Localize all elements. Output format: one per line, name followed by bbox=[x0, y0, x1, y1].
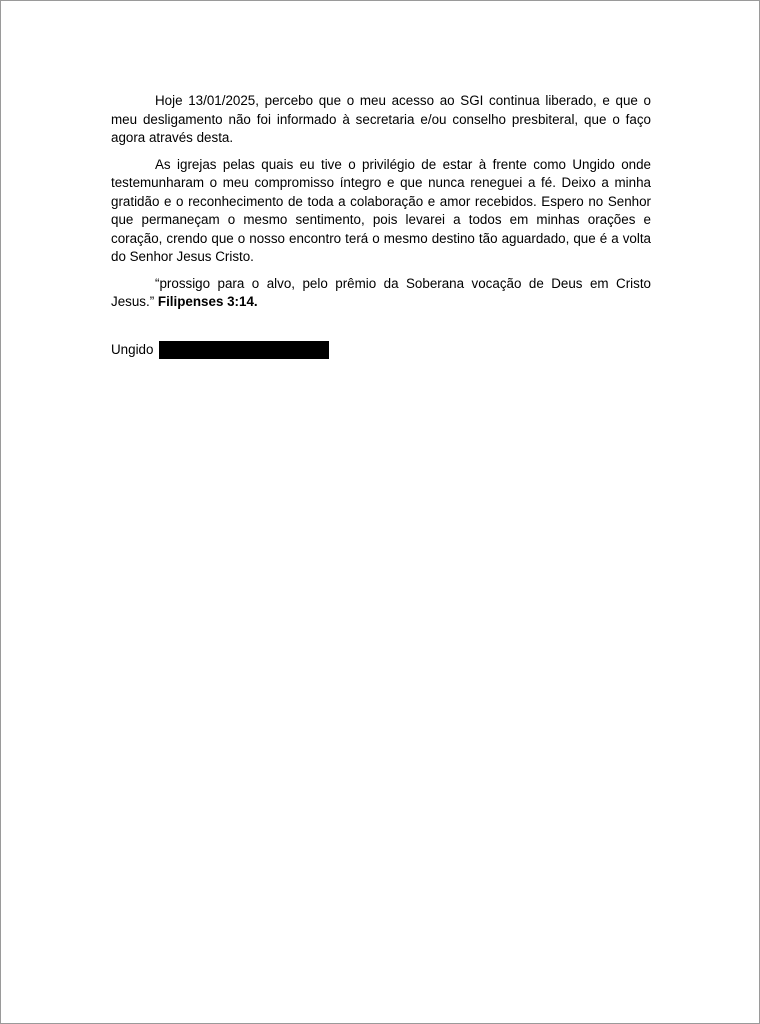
signature-label: Ungido bbox=[111, 342, 154, 357]
paragraph-2: As igrejas pelas quais eu tive o privilégio de estar à frente como Ungido onde testemunharam o meu compromisso íntegro e que nunca reneguei a fé. Deixo a minha gratidão e o reconhecimento de toda a colaboração e amor recebidos. Espero no Senhor que permaneçam o mesmo sentimento, pois levarei a todos em minhas orações e coração, crendo que o nosso encontro terá o mesmo destino tão aguardado, que é a volta do Senhor Jesus Cristo. bbox=[111, 156, 651, 264]
paragraph-1: Hoje 13/01/2025, percebo que o meu acesso ao SGI continua liberado, e que o meu desligamento não foi informado à secretaria e/ou conselho presbiteral, que o faço agora através desta. bbox=[111, 93, 651, 145]
redaction-bar bbox=[159, 341, 329, 359]
document-body bbox=[111, 92, 651, 320]
bible-quote bbox=[111, 275, 651, 312]
quote-reference: Filipenses 3:14. bbox=[157, 294, 258, 309]
signature-line bbox=[111, 341, 329, 359]
quote-text: “prossigo para o alvo, pelo prêmio da Soberana vocação de Deus em Cristo Jesus.” bbox=[111, 275, 651, 309]
